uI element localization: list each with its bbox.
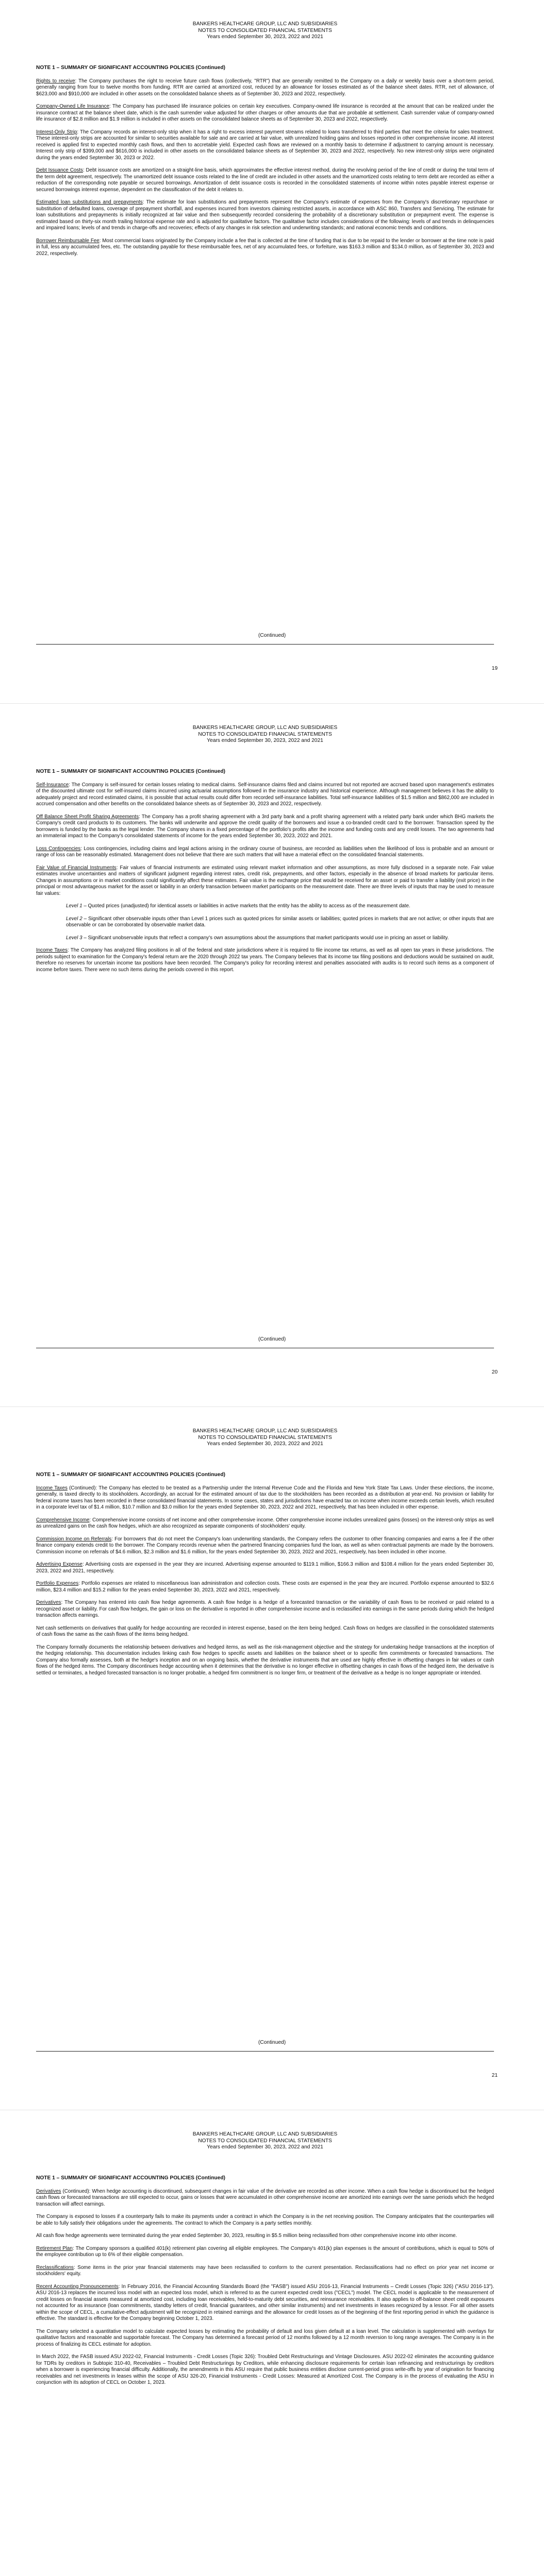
paragraph-hedge-documentation — [36, 1645, 494, 1677]
paragraph-lead: Rights to receive — [36, 78, 75, 84]
paragraph-income-taxes — [36, 947, 494, 973]
paragraph-income-taxes-continued — [36, 1485, 494, 1511]
paragraph-lead: Comprehensive Income — [36, 1517, 90, 1523]
header-period: Years ended September 30, 2023, 2022 and 2021 — [207, 2144, 323, 2150]
page-number: 19 — [491, 666, 498, 671]
paragraph-text: : Comprehensive income consists of net income and other comprehensive income. Other comprehensive income includes unrealized gains (losses) on the interest-only strips as well as unrealized gains on the cash flow hedges, which are also recognized as separate components of stockholders' equity. — [36, 1517, 494, 1529]
page — [0, 1406, 544, 2110]
paragraph-lead: Derivatives — [36, 2188, 61, 2194]
paragraph-self-insurance — [36, 782, 494, 808]
company-name: BANKERS HEALTHCARE GROUP, LLC AND SUBSIDIARIES — [192, 1428, 338, 1434]
header-subtitle: NOTES TO CONSOLIDATED FINANCIAL STATEMENTS — [198, 2138, 332, 2144]
paragraph-debt-issuance-costs — [36, 167, 494, 193]
paragraph-retirement-plan — [36, 2246, 494, 2259]
paragraph-text: : Advertising costs are expensed in the year they are incurred. Advertising expense amounted to $119.1 million, $166.3 million and $108.4 million for the years ended September 30, 2023, 2022 and 2021, respectively. — [36, 1562, 494, 1574]
level-label: Level 2 — [66, 916, 83, 922]
paragraph-text: : Some items in the prior year financial statements may have been reclassified to conform to the current presentation. Reclassifications had no effect on prior year net income or stockholders' equity. — [36, 2264, 494, 2277]
paragraph-text: In March 2022, the FASB issued ASU 2022-02, Financial Instruments - Credit Losses (Topic 326): Troubled Debt Restructurings and Vintage Disclosures. ASU 2022-02 eliminates the accounting guidance for TDRs by creditors in Subtopic 310-40, Receivables – Troubled Debt Restructurings by Creditors, while enhancing disclosure requirements for certain loan refinancing and restructurings by creditors when a borrower is experiencing financial difficulty. Additionally, the amendments in this ASU require that public business entities disclose current-period gross write-offs by year of origination for financing receivables and net investments in leases within the scope of ASU 326-20, Financial Instruments - Credit Losses: Measured at Amortized Cost. The Company is in the process of evaluating the ASU in conjunction with its adoption of CECL on October 1, 2023. — [36, 2354, 494, 2385]
paragraph-borrower-reimbursable-fee — [36, 238, 494, 258]
paragraph-lead: Loss Contingencies — [36, 845, 81, 852]
company-name: BANKERS HEALTHCARE GROUP, LLC AND SUBSIDIARIES — [192, 21, 338, 27]
paragraph-text: : The Company has a profit sharing agreement with a 3rd party bank and a profit sharing agreement with a related party bank under which BHG markets the Company's credit card products to its customers. The banks will underwrite and approve the credit quality of the borrowers and issue a co-branded credit card to the borrower. Transaction speed by the borrowers is funded by the banks as the legal lender. The Company shares in a fixed percentage of the portfolio's profits after the income and funding costs and any credit losses. The two agreements had an immaterial impact to the Company's consolidated statements of income for the years ended September 30, 2023, 2022 and 2021. — [36, 814, 494, 839]
paragraph-lead: Retirement Plan — [36, 2245, 73, 2251]
paragraph-profit-sharing-agreements — [36, 814, 494, 840]
paragraph-text: The Company is exposed to losses if a counterparty fails to make its payments under a contract in which the Company is in the net receiving position. The Company anticipates that the counterparties will be able to fully satisfy their obligations under the agreements. The contract to which the Company is a party settles monthly. — [36, 2214, 494, 2226]
continued-label: (Continued) — [258, 2040, 286, 2045]
paragraph-text: : The Company sponsors a qualified 401(k) retirement plan covering all eligible employees. The Company's 401(k) plan expenses is the amount of contributions, which is equal to 50% of the employee contribution up to 6% of their eligible compensation. — [36, 2245, 494, 2258]
fair-value-level-3 — [66, 935, 494, 942]
paragraph-lead: Borrower Reimbursable Fee — [36, 238, 100, 244]
paragraph-text: : Most commercial loans originated by the Company include a fee that is collected at the time of funding that is due to be repaid to the lender or borrower at the time note is paid in full, less any accumulated fees, etc. The outstanding payable for these reimbursable fees, net of any accumulated fees, or forfeiture, was $163.3 million and $134.0 million, as of September 30, 2023 and 2022, respectively. — [36, 238, 494, 257]
header-period: Years ended September 30, 2023, 2022 and 2021 — [207, 34, 323, 40]
paragraph-loss-contingencies — [36, 846, 494, 859]
header-period: Years ended September 30, 2023, 2022 and 2021 — [207, 1441, 323, 1447]
note-title: NOTE 1 – SUMMARY OF SIGNIFICANT ACCOUNTING POLICIES (Continued) — [36, 768, 225, 774]
continued-label: (Continued) — [258, 1336, 286, 1342]
paragraph-recent-accounting-pronouncements — [36, 2284, 494, 2323]
fair-value-level-1 — [66, 903, 494, 910]
paragraph-derivatives — [36, 1600, 494, 1619]
paragraph-lead: Income Taxes — [36, 947, 68, 953]
paragraph-lead: Recent Accounting Pronouncements — [36, 2283, 119, 2290]
header-period: Years ended September 30, 2023, 2022 and 2021 — [207, 738, 323, 743]
paragraph-derivatives-continued — [36, 2189, 494, 2208]
paragraph-lead: Fair Value of Financial Instruments — [36, 865, 117, 871]
paragraph-interest-only-strip — [36, 129, 494, 162]
paragraph-text: : Debt issuance costs are amortized on a straight-line basis, which approximates the effective interest method, during the revolving period of the line of credit or during the total term of the term debt agreement, respectively. The unamortized debt issuance costs related to the line of credit are included in other assets and the unamortized costs relating to term debt are recorded as either a reduction of the corresponding note payable or secured borrowings. Amortization of debt issuance costs is recorded in the consolidated statements of income within notes payable interest expense or secured borrowings interest expense, dependent on the classification of the debt it relates to. — [36, 167, 494, 193]
paragraph-text: : The estimate for loan substitutions and prepayments represent the Company's estimate of expenses from the Company's discretionary repurchase or substitution of defaulted loans, coverage of prepayment shortfall, and expenses incurred from investors claiming restricted assets, in accordance with ASC 860, Transfers and Servicing. The estimate for loan substitutions and prepayments is initially recognized at fair value and then subsequently recorded considering the probability of a discretionary substitution or prepayment event. The expense is estimated based on thirty-six month trailing historical expense rate and is adjusted for qualitative factors. The qualitative factor includes considerations of the following: levels of and trends in delinquencies and impaired loans; levels of and trends in charge-offs and recoveries; effects of any changes in risk selection and underwriting standards; and national economic trends and conditions. — [36, 199, 494, 231]
level-text: – Significant other observable inputs other than Level 1 prices such as quoted prices for similar assets or liabilities; quoted prices in markets that are not active; or other inputs that are observable or can be corroborated by observable market data. — [66, 916, 494, 928]
paragraph-lead: Reclassifications — [36, 2264, 74, 2270]
note-title: NOTE 1 – SUMMARY OF SIGNIFICANT ACCOUNTING POLICIES (Continued) — [36, 64, 225, 71]
footer-divider — [36, 644, 494, 645]
page-header — [36, 21, 494, 41]
page — [0, 703, 544, 1406]
paragraph-text: (Continued): When hedge accounting is discontinued, subsequent changes in fair value of the derivative are recorded as other income. When a cash flow hedge is discontinued but the hedged cash flows or forecasted transactions are still expected to occur, gains or losses that were accumulated in other comprehensive income are amortized into earnings over the same periods which the hedged transaction will affect earnings. — [36, 2188, 494, 2207]
page-number: 21 — [491, 2073, 498, 2078]
page — [0, 0, 544, 703]
paragraph-text: (Continued): The Company has elected to be treated as a Partnership under the Internal Revenue Code and the Florida and New York State Tax Laws. Under these elections, the income, generally, is taxed directly to its stockholders. Accordingly, an accrual for the estimated amount of tax due to the stockholders has been recorded as a distribution at year-end. No provision or liability for federal income taxes has been recorded in these consolidated financial statements. In some cases, states and jurisdictions have enacted tax on income when income exceeds certain levels, which resulted in a corporate level tax of $1.4 million, $10.7 million and $3.0 million for the years ended September 30, 2023, 2022 and 2021, respectively, that has been included in other expense. — [36, 1485, 494, 1510]
page-number: 20 — [491, 1369, 498, 1375]
paragraph-commission-income — [36, 1536, 494, 1556]
paragraph-text: : Loss contingencies, including claims and legal actions arising in the ordinary course of business, are recorded as liabilities when the likelihood of loss is probable and an amount or range of loss can be reasonably estimated. Management does not believe that there are such matters that will have a material effect on the consolidated financial statements. — [36, 845, 494, 858]
paragraph-portfolio-expenses — [36, 1581, 494, 1594]
paragraph-reclassifications — [36, 2265, 494, 2278]
continued-label: (Continued) — [258, 633, 286, 638]
level-text: – Quoted prices (unadjusted) for identical assets or liabilities in active markets that the entity has the ability to access as of the measurement date. — [82, 903, 410, 909]
paragraph-company-owned-life-insurance — [36, 104, 494, 123]
paragraph-text: : The Company records an interest-only strip when it has a right to excess interest payment streams related to loans transferred to third parties that meet the criteria for sales treatment. These interest-only strips are accounted for similar to securities available for sale and are carried at fair value, with unrealized holding gains and losses reported in other comprehensive income. All interest received is applied first to expected monthly cash flows, and then to accretable yield. Expected cash flows are reviewed on a monthly basis to determine if adjustment to carrying amount is necessary. Interest only strip of $399,000 and $616,000 is included in other assets on the consolidated balance sheets as of September 30, 2023 and 2022, respectively. No new interest-only strips were originated during the years ended September 30, 2023 or 2022. — [36, 129, 494, 161]
paragraph-lead: Debt Issuance Costs — [36, 167, 83, 173]
page-header — [36, 1428, 494, 1448]
page — [0, 2110, 544, 2576]
header-subtitle: NOTES TO CONSOLIDATED FINANCIAL STATEMENTS — [198, 27, 332, 33]
paragraph-text: : The Company has entered into cash flow hedge agreements. A cash flow hedge is a hedge of a forecasted transaction or the variability of cash flows to be received or paid related to a recognized asset or liability. For cash flow hedges, the gain or loss on the derivative is reported in other comprehensive income and is reclassified into earnings in the same periods during which the hedged transaction affects earnings. — [36, 1600, 494, 1618]
paragraph-counterparty-exposure — [36, 2214, 494, 2227]
paragraph-comprehensive-income — [36, 1517, 494, 1530]
paragraph-lead: Company-Owned Life Insurance — [36, 104, 109, 109]
paragraph-text: : The Company is self-insured for certain losses relating to medical claims. Self-insurance claims filed and claims incurred but not reported are accrued based upon management's estimates of the discounted ultimate cost for self-insured claims incurred using actuarial assumptions followed in the insurance industry and historical experience. Although management believes it has the ability to adequately project and record estimated claims, it is possible that actual results could differ from recorded self-insurance liabilities. Total self-insurance liabilities of $1.5 million and $862,000 are included in accrued compensation and other benefits on the consolidated balance sheets as of September 30, 2023 and 2022, respectively. — [36, 782, 494, 807]
paragraph-text: : The Company purchases the right to receive future cash flows (collectively, "RTR") that are generally remitted to the Company on a daily or weekly basis over a short-term period, generally ranging from four to twelve months from funding. RTR are carried at amortized cost, reduced by an allowance for losses estimated as of the balance sheet dates. RTR, net of allowance, of $623,000 and $910,000 are included in other assets on the consolidated balance sheets as of September 30, 2023 and 2022, respectively. — [36, 78, 494, 97]
footer-divider — [36, 2051, 494, 2052]
paragraph-text: : Portfolio expenses are related to miscellaneous loan administration and collection costs. These costs are expensed in the year they are incurred. Portfolio expense amounted to $32.6 million, $23.4 million and $15.2 million for the years ended September 30, 2023, 2022 and 2021, respectively. — [36, 1581, 494, 1593]
paragraph-lead: Derivatives — [36, 1600, 61, 1605]
paragraph-text: The Company selected a quantitative model to calculate expected losses by estimating the probability of default and loss given default at a loan level. The calculation is supplemented with overlays for qualitative factors and reasonable and supportable forecast. The Company has determined a forecast period of 12 months followed by a 12 month reversion to long range averages. The Company is in the process of finalizing its CECL estimate for adoption. — [36, 2328, 494, 2347]
paragraph-text: All cash flow hedge agreements were terminated during the year ended September 30, 2023, resulting in $5.5 million being reclassified from other comprehensive income into other income. — [36, 2233, 457, 2239]
paragraph-lead: Off Balance Sheet Profit Sharing Agreements — [36, 814, 139, 820]
level-text: – Significant unobservable inputs that reflect a company's own assumptions about the assumptions that market participants would use in pricing an asset or liability. — [82, 935, 449, 941]
paragraph-cecl-model — [36, 2329, 494, 2348]
paragraph-lead: Advertising Expense — [36, 1562, 83, 1567]
paragraph-fair-value — [36, 865, 494, 897]
paragraph-advertising-expense — [36, 1562, 494, 1574]
fair-value-level-2 — [66, 916, 494, 929]
paragraph-rights-to-receive — [36, 78, 494, 98]
paragraph-text: : For borrowers that do not meet the Company's loan underwriting standards, the Company refers the customer to other financing companies and earns a fee if the other finance company extends credit to the borrower. The Company records revenue when the partnered financing companies fund the loan, as well as when contractual payments are made by the borrowers. Commission income on referrals of $4.6 million, $2.3 million and $1.6 million, for the years ended September 30, 2023, 2022 and 2021, respectively, has been included in other income. — [36, 1536, 494, 1555]
paragraph-net-cash-settlements — [36, 1625, 494, 1638]
header-subtitle: NOTES TO CONSOLIDATED FINANCIAL STATEMENTS — [198, 731, 332, 737]
paragraph-text: : Fair values of financial instruments are estimated using relevant market information and other assumptions, as more fully disclosed in a separate note. Fair value estimates involve uncertainties and matters of significant judgment regarding interest rates, credit risk, prepayments, and other factors, especially in the absence of broad markets for particular items. Changes in assumptions or in market conditions could significantly affect these estimates. Fair value is the exchange price that would be received for an asset or paid to transfer a liability (exit price) in the principal or most advantageous market for the asset or liability in an orderly transaction between market participants on the measurement date. There are three levels of inputs that may be used to measure fair values: — [36, 865, 494, 896]
level-label: Level 1 — [66, 903, 83, 909]
paragraph-text: : The Company has analyzed filing positions in all of the federal and state jurisdictions where it is required to file income tax returns, as well as all open tax years in these jurisdictions. The periods subject to examination for the Company's federal return are the 2020 through 2022 tax years. The Company believes that its income tax filing positions and deductions would be sustained on audit, therefore no reserves for uncertain income tax positions have been recorded. The Company's policy for recording interest and penalties associated with audits is to record such items as a component of income before taxes. There were no such items during the periods covered in this report. — [36, 947, 494, 973]
paragraph-text: : In February 2016, the Financial Accounting Standards Board (the "FASB") issued ASU 2016-13, Financial Instruments – Credit Losses (Topic 326) ("ASU 2016-13"). ASU 2016-13 replaces the incurred loss model with an expected loss model, which is referred to as the current expected credit loss ("CECL") model. The CECL model is applicable to the measurement of credit losses on financial assets measured at amortized cost, including loan receivables, held-to-maturity debt securities, and reinsurance receivables. It also applies to off-balance sheet credit exposures not accounted for as insurance (loan commitments, standby letters of credit, financial guarantees, and other similar instruments) and net investments in leases recognized by a lessor. For all other assets within the scope of CECL, a cumulative-effect adjustment will be recognized in retained earnings and the allowance for credit losses as of the beginning of the first reporting period in which the guidance is effective. The standard is effective for the Company beginning October 1, 2023. — [36, 2283, 494, 2321]
paragraph-lead: Commission Income on Referrals — [36, 1536, 112, 1542]
paragraph-hedge-termination — [36, 2233, 494, 2240]
note-title: NOTE 1 – SUMMARY OF SIGNIFICANT ACCOUNTING POLICIES (Continued) — [36, 1471, 225, 1478]
paragraph-lead: Income Taxes — [36, 1485, 68, 1491]
paragraph-text: The Company formally documents the relationship between derivatives and hedged items, as well as the risk-management objective and the strategy for undertaking hedge transactions at the inception of the hedging relationship. This documentation includes linking cash flow hedges to specific assets and liabilities on the balance sheet or to specific firm commitments or forecasted transactions. The Company also formally assesses, both at the hedge's inception and on an ongoing basis, whether the derivative instruments that are used are highly effective in offsetting changes in fair values or cash flows of the hedged items. The Company discontinues hedge accounting when it determines that the derivative is no longer effective in offsetting changes in cash flows of the hedged item, the derivative is settled or terminates, a hedged forecasted transaction is no longer probable, a hedged firm commitment is no longer firm, or treatment of the derivative as a hedge is no longer appropriate or intended. — [36, 1644, 494, 1676]
page-header — [36, 725, 494, 744]
note-title: NOTE 1 – SUMMARY OF SIGNIFICANT ACCOUNTING POLICIES (Continued) — [36, 2175, 225, 2181]
paragraph-loan-substitutions — [36, 199, 494, 232]
level-label: Level 3 — [66, 935, 83, 941]
paragraph-asu-2022-02 — [36, 2354, 494, 2386]
page-header — [36, 2131, 494, 2151]
header-subtitle: NOTES TO CONSOLIDATED FINANCIAL STATEMENTS — [198, 1434, 332, 1440]
company-name: BANKERS HEALTHCARE GROUP, LLC AND SUBSIDIARIES — [192, 2131, 338, 2137]
paragraph-lead: Interest-Only Strip — [36, 129, 77, 135]
paragraph-lead: Estimated loan substitutions and prepayments — [36, 199, 143, 205]
paragraph-lead: Portfolio Expenses — [36, 1581, 79, 1586]
paragraph-lead: Self-Insurance — [36, 782, 69, 788]
paragraph-text: Net cash settlements on derivatives that qualify for hedge accounting are recorded in interest expense, based on the item being hedged. Cash flows on hedges are classified in the consolidated statements of cash flows the same as the cash flows of the items being hedged. — [36, 1625, 494, 1637]
paragraph-text: : The Company has purchased life insurance policies on certain key executives. Company-owned life insurance is recorded at the amount that can be realized under the insurance contract at the balance sheet date, which is the cash surrender value adjusted for other charges or other amounts due that are probable at settlement. Cash surrender value of company-owned life insurance of $2.8 million and $1.9 million is included in other assets on the consolidated balance sheets as of September 30, 2023 and 2022, respectively. — [36, 104, 494, 122]
company-name: BANKERS HEALTHCARE GROUP, LLC AND SUBSIDIARIES — [192, 725, 338, 731]
